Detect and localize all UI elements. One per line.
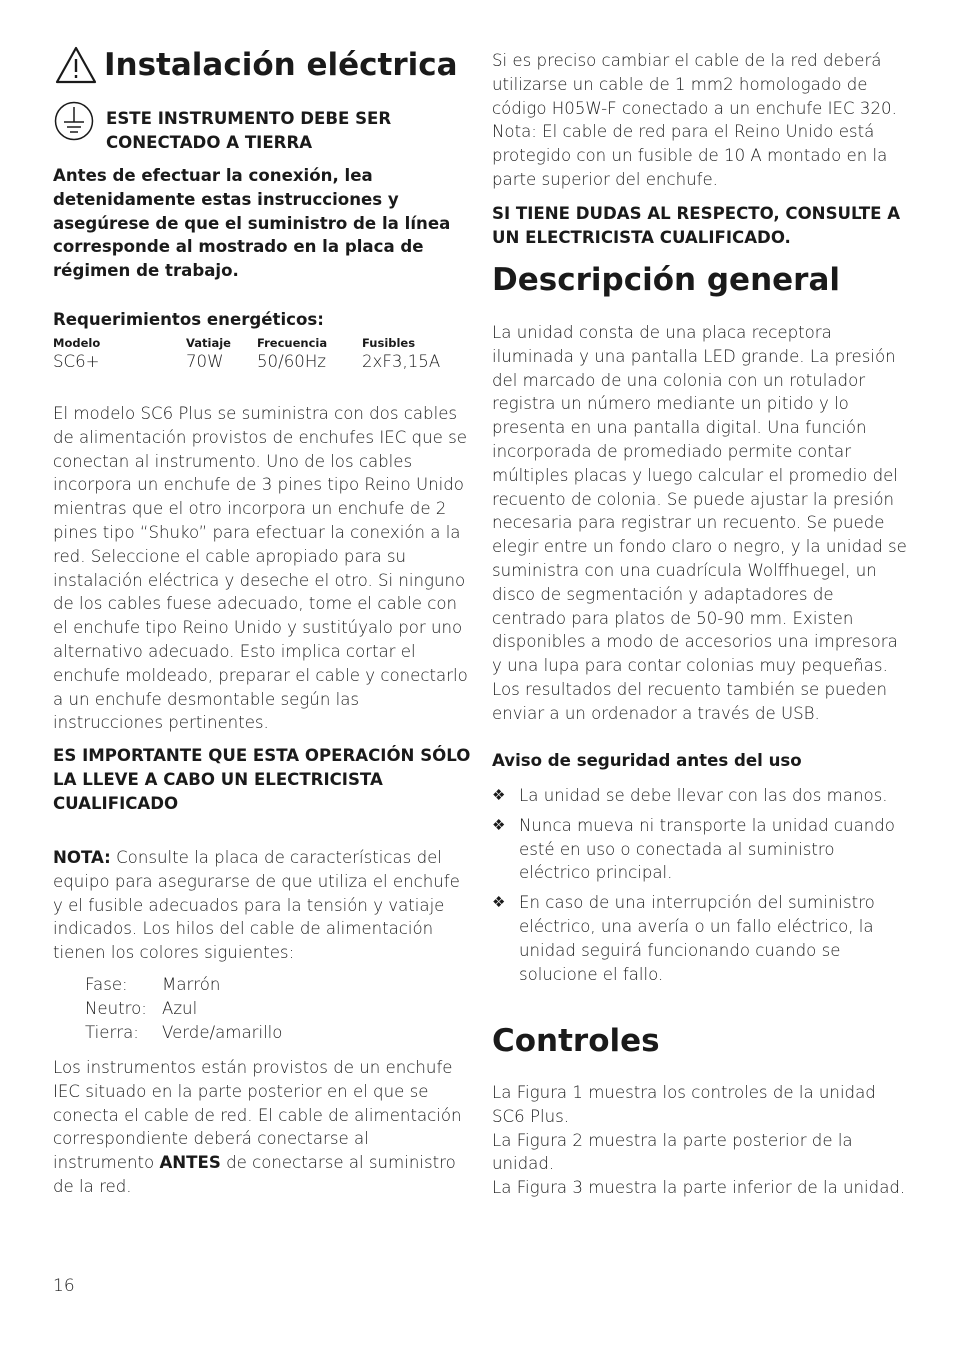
spec-value-model: SC6+ [53, 352, 100, 371]
ground-symbol-icon [54, 101, 94, 141]
spec-header-wattage: Vatiaje [186, 336, 231, 350]
important-notice: ES IMPORTANTE QUE ESTA OPERACIÓN SÓLO LA LLEVE A CABO UN ELECTRICISTA CUALIFICADO [53, 746, 471, 813]
list-item: ❖ Nunca mueva ni transporte la unidad cuando esté en uso o conectada al suministro eléctrico principal. [492, 815, 895, 883]
bullet-diamond-icon: ❖ [492, 893, 506, 912]
spec-header-fuses: Fusibles [362, 336, 416, 350]
controls-paragraph [492, 1081, 910, 1200]
cable-replacement-paragraph: Si es preciso cambiar el cable de la red deberá utilizarse un cable de 1 mm2 homologado de código H05W-F conectado a un enchufe IEC 320. Nota: El cable de red para el Reino Unido está protegido con un fusible de 10 A montado en la parte superior del enchufe. [492, 51, 897, 189]
section-title-controls: Controles [492, 1023, 660, 1059]
instruments-paragraph: Los instrumentos están provistos de un enchufe IEC situado en la parte posterior en el que se conecta el cable de red. El cable de alimentación correspondiente deberá conectarse al instrumento ANTES de conectarse al suministro de la red. [53, 1058, 462, 1196]
warning-triangle-icon [55, 46, 97, 84]
spec-header-frequency: Frecuencia [257, 336, 328, 350]
safety-heading: Aviso de seguridad antes del uso [492, 751, 802, 770]
cables-paragraph: El modelo SC6 Plus se suministra con dos cables de alimentación provistos de enchufes IEC que se conectan al instrumento. Uno de los cables incorpora un enchufe de 3 pines tipo Reino Unido mientras que el otro incorpora un enchufe de 2 pines tipo “Shuko” para efectuar la conexión a la red. Seleccione el cable apropiado para su instalación eléctrica y deseche el otro. Si ninguno de los cables fuese adecuado, tome el cable con el enchufe tipo Reino Unido y sustitúyalo por uno alternativo adecuado. Esto implica cortar el enchufe moldeado, preparar el cable y conectarlo a un enchufe desmontable según las instrucciones pertinentes. [53, 404, 468, 733]
spec-header-model: Modelo [53, 336, 101, 350]
before-emphasis: ANTES [159, 1153, 221, 1173]
wire-color-row: Fase: Marrón [85, 975, 221, 994]
wire-color-row: Tierra: Verde/amarillo [85, 1022, 283, 1042]
spec-value-fuses: 2xF3,15A [362, 352, 441, 371]
intro-warning: Antes de efectuar la conexión, lea detenidamente estas instrucciones y asegúrese de que el suministro de la línea corresponde al mostrado en la placa de régimen de trabajo. [53, 166, 451, 281]
section-title-description: Descripción general [492, 262, 840, 298]
section-title-electrical: Instalación eléctrica [104, 47, 458, 83]
ground-notice: ESTE INSTRUMENTO DEBE SER CONECTADO A TIERRA [106, 109, 392, 152]
list-item: ❖ En caso de una interrupción del suministro eléctrico, una avería o un fallo eléctrico, la unidad seguirá funcionando cuando se solucione el fallo. [492, 893, 875, 984]
note-paragraph [53, 846, 471, 965]
list-item: ❖ La unidad se debe llevar con las dos manos. [492, 784, 910, 808]
requirements-heading: Requerimientos energéticos: [53, 310, 324, 329]
wire-color-row: Neutro: Azul [85, 998, 198, 1018]
controls-line: La Figura 3 muestra la parte inferior de la unidad. [492, 1178, 906, 1198]
note-label: NOTA: [53, 848, 111, 867]
doubts-notice: SI TIENE DUDAS AL RESPECTO, CONSULTE A UN ELECTRICISTA CUALIFICADO. [492, 204, 901, 247]
spec-value-wattage: 70W [186, 352, 224, 371]
bullet-diamond-icon: ❖ [492, 815, 506, 834]
wire-colors-list [85, 973, 282, 1044]
controls-line: La Figura 2 muestra la parte posterior de la unidad. [492, 1130, 853, 1174]
note-text: Consulte la placa de características del equipo para asegurarse de que utiliza el enchufe y el fusible adecuados para la tensión y vatiaje indicados. Los hilos del cable de alimentación tienen los colores siguientes: [53, 848, 460, 963]
controls-line: La Figura 1 muestra los controles de la unidad SC6 Plus. [492, 1083, 876, 1126]
bullet-diamond-icon: ❖ [492, 786, 506, 804]
description-paragraph: La unidad consta de una placa receptora iluminada y una pantalla LED grande. La presión del marcado de una colonia con un rotulador registra un número mediante un pitido y lo presenta en una pantalla digital. Una función incorporada de promediado permite contar múltiples placas y luego calcular el promedio del recuento de colonia. Se puede ajustar la presión necesaria para registrar un recuento. Se puede elegir entre un fondo claro o negro, y la unidad se suministra con una cuadrícula Wolffhuegel, un disco de segmentación y adaptadores de centrado para platos de 50-90 mm. Existen disponibles a modo de accesorios una impresora y una lupa para contar colonias muy pequeñas. Los resultados del recuento también se pueden enviar a un ordenador a través de USB. [492, 323, 907, 723]
page-number: 16 [53, 1276, 75, 1296]
safety-list [492, 784, 910, 992]
spec-value-frequency: 50/60Hz [257, 352, 327, 371]
